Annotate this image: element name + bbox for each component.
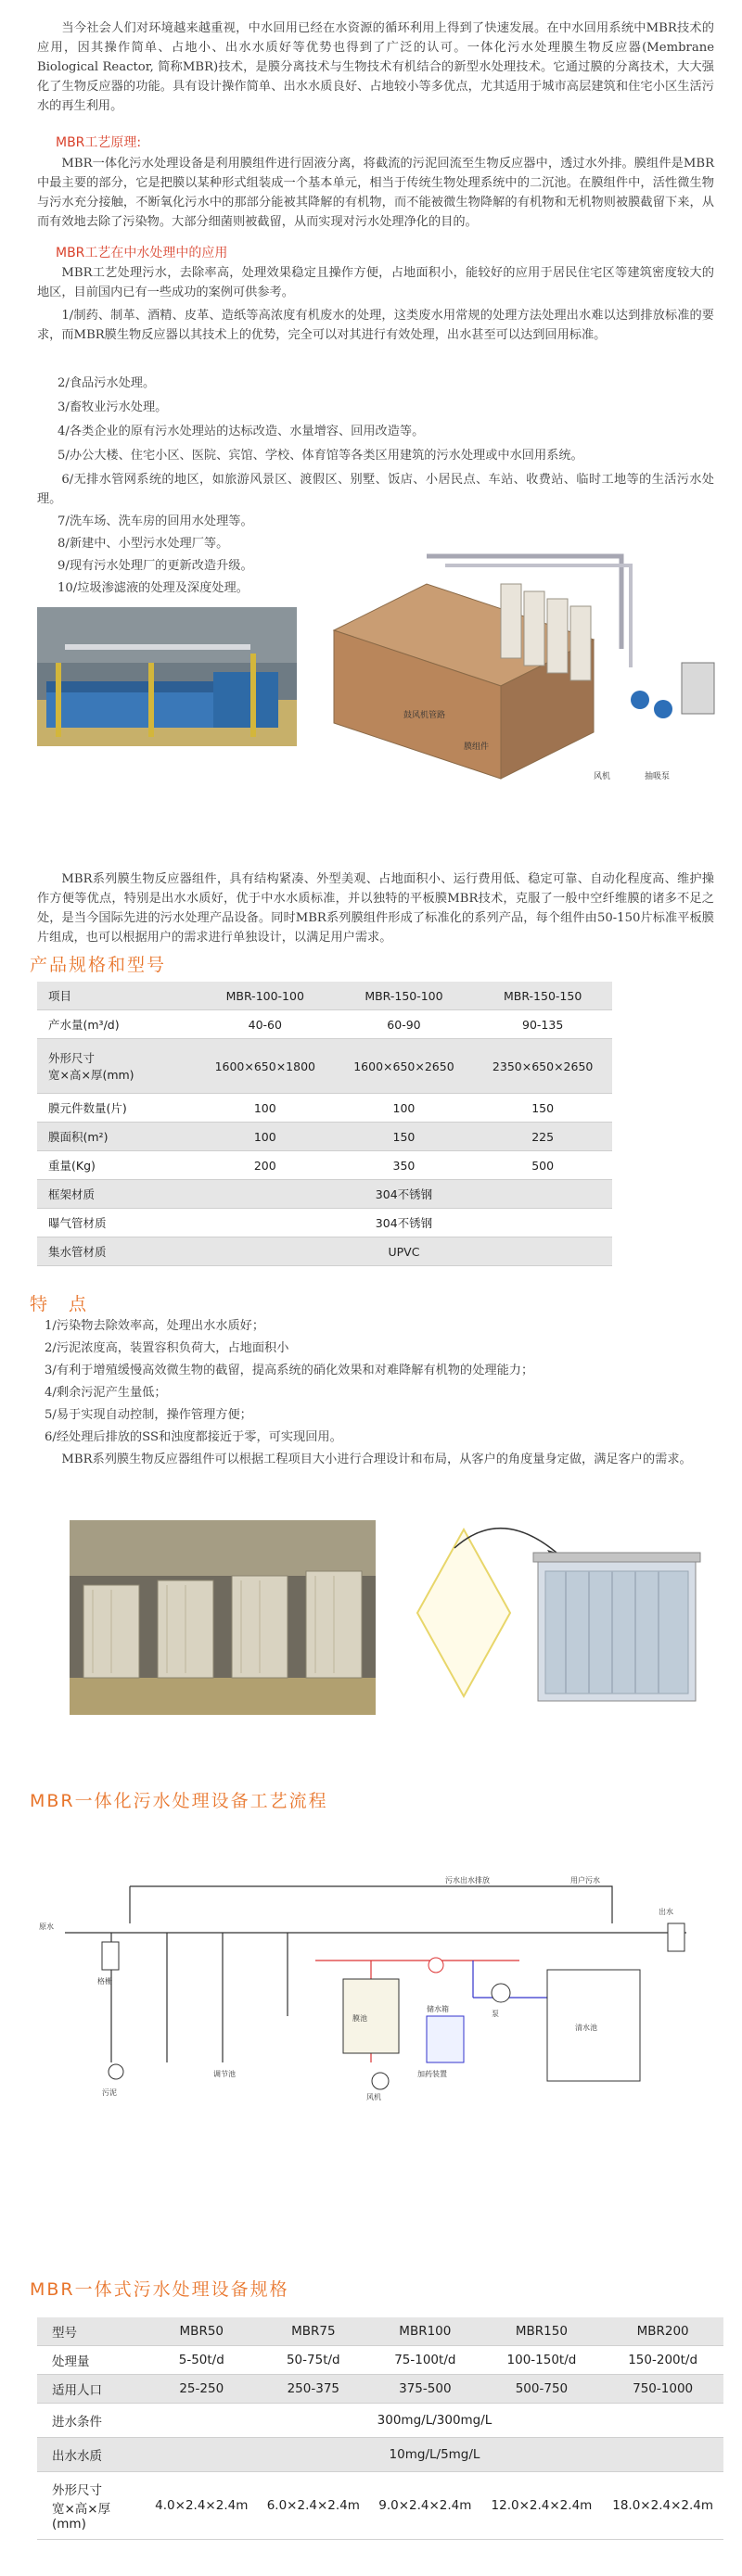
applications-heading: MBR工艺在中水处理中的应用 — [56, 246, 228, 260]
spec2-cell: 150-200t/d — [602, 2346, 723, 2375]
spec2-cell: 型号 — [37, 2317, 146, 2346]
spec2-cell: 6.0×2.4×2.4m — [258, 2472, 370, 2540]
mbr-3d-diagram — [315, 501, 723, 797]
flow-label-dosing: 加药装置 — [417, 2070, 447, 2078]
flow-label-fan: 风机 — [366, 2093, 381, 2101]
spec2-cell: 12.0×2.4×2.4m — [481, 2472, 603, 2540]
spec-header-cell: 项目 — [37, 982, 196, 1010]
flow-label-membrane-tank: 膜池 — [352, 2014, 367, 2023]
spec-cell: 350 — [335, 1151, 474, 1180]
spec2-cell: 9.0×2.4×2.4m — [369, 2472, 481, 2540]
spec2-cell: MBR50 — [146, 2317, 258, 2346]
feature-item: 4/剩余污泥产生量低； — [45, 1386, 167, 1400]
spec-cell: 500 — [473, 1151, 612, 1180]
spec-cell: 90-135 — [473, 1010, 612, 1039]
spec-cell: 产水量(m³/d) — [37, 1010, 196, 1039]
app-list-item: 10/垃圾渗滤液的处理及深度处理。 — [58, 581, 249, 595]
diagram-label-blower-pipe: 鼓风机管路 — [403, 711, 446, 720]
spec2-cell: 500-750 — [481, 2375, 603, 2404]
spec2-cell: 10mg/L/5mg/L — [146, 2438, 723, 2472]
spec-header-cell: MBR-150-100 — [335, 982, 474, 1010]
spec-cell: 外形尺寸 宽×高×厚(mm) — [37, 1039, 196, 1094]
spec-cell: 40-60 — [196, 1010, 335, 1039]
spec2-cell: MBR100 — [369, 2317, 481, 2346]
app-list-item: 1/制药、制革、酒精、皮革、造纸等高浓度有机废水的处理，这类废水用常规的处理方法处理出水难以达到排放标准的要求，而MBR膜生物反应器以其技术上的优势，完全可以对其进行有效处理，出水甚至可以达到回用标准。 — [37, 309, 714, 342]
flow-label-pump: 泵 — [492, 2010, 499, 2018]
spec2-cell: 适用人口 — [37, 2375, 146, 2404]
spec2-cell: 100-150t/d — [481, 2346, 603, 2375]
spec-cell: 100 — [196, 1123, 335, 1151]
flow-title: MBR一体化污水处理设备工艺流程 — [30, 1791, 328, 1811]
diagram-label-membrane: 膜组件 — [464, 742, 490, 752]
spec-cell: 曝气管材质 — [37, 1209, 196, 1237]
app-list-item: 7/洗车场、洗车房的回用水处理等。 — [58, 514, 253, 528]
flow-label-adjust: 调节池 — [213, 2070, 236, 2078]
spec-cell: 2350×650×2650 — [473, 1039, 612, 1094]
app-list-item: 5/办公大楼、住宅小区、医院、宾馆、学校、体育馆等各类区用建筑的污水处理或中水回用系统。 — [58, 449, 583, 463]
spec-header-cell: MBR-100-100 — [196, 982, 335, 1010]
spec2-cell: 4.0×2.4×2.4m — [146, 2472, 258, 2540]
diagram-label-blower: 风机 — [594, 772, 611, 781]
spec2-cell: 5-50t/d — [146, 2346, 258, 2375]
series-paragraph: MBR系列膜生物反应器组件，具有结构紧凑、外型美观、占地面积小、运行费用低、稳定可靠、自动化程度高、维护操作方便等优点，特别是出水水质好，优于中水水质标准，并以独特的平板膜MBR技术，克服了一般中空纤维膜的诸多不足之处，是当今国际先进的污水处理产品设备。同时MBR系列膜组件形成了标准化的系列产品，每个组件由50-150片标准平板膜片组成，也可以根据用户的需求进行单独设计，以满足用户需求。 — [37, 872, 714, 945]
spec-cell: UPVC — [196, 1237, 612, 1266]
spec2-cell: 375-500 — [369, 2375, 481, 2404]
spec2-cell: 进水条件 — [37, 2404, 146, 2438]
spec-cell: 60-90 — [335, 1010, 474, 1039]
app-list-item: 9/现有污水处理厂的更新改造升级。 — [58, 559, 253, 573]
spec2-cell: MBR200 — [602, 2317, 723, 2346]
spec-cell: 150 — [335, 1123, 474, 1151]
equipment-photo — [37, 607, 297, 746]
features-title: 特 点 — [30, 1294, 89, 1314]
process-flow-diagram — [37, 1831, 723, 2109]
spec-cell: 膜元件数量(片) — [37, 1094, 196, 1123]
applications-paragraph: MBR工艺处理污水，去除率高，处理效果稳定且操作方便，占地面积小，能较好的应用于居民住宅区等建筑密度较大的地区，目前国内已有一些成功的案例可供参考。 — [37, 266, 714, 299]
spec-table — [37, 982, 612, 1266]
app-list-item: 3/畜牧业污水处理。 — [58, 400, 168, 414]
flow-label-inlet: 原水 — [39, 1922, 54, 1931]
spec-cell: 膜面积(m²) — [37, 1123, 196, 1151]
spec-cell: 304不锈钢 — [196, 1209, 612, 1237]
spec-title: 产品规格和型号 — [30, 955, 167, 975]
feature-item: 3/有利于增殖缓慢高效微生物的截留，提高系统的硝化效果和对难降解有机物的处理能力； — [45, 1364, 534, 1377]
principle-heading: MBR工艺原理: — [56, 135, 142, 150]
spec2-cell: 18.0×2.4×2.4m — [602, 2472, 723, 2540]
spec-cell: 100 — [335, 1094, 474, 1123]
feature-item: 6/经处理后排放的SS和浊度都接近于零，可实现回用。 — [45, 1430, 342, 1444]
feature-item: 2/污泥浓度高，装置容积负荷大，占地面积小 — [45, 1341, 289, 1355]
spec2-cell: 处理量 — [37, 2346, 146, 2375]
flow-label-clean-water: 清水池 — [575, 2024, 597, 2032]
spec-cell: 重量(Kg) — [37, 1151, 196, 1180]
spec-cell: 100 — [196, 1094, 335, 1123]
spec-cell: 225 — [473, 1123, 612, 1151]
app-list-item: 4/各类企业的原有污水处理站的达标改造、水量增容、回用改造等。 — [58, 425, 425, 438]
spec-header-cell: MBR-150-150 — [473, 982, 612, 1010]
spec-cell: 150 — [473, 1094, 612, 1123]
app-list-item: 8/新建中、小型污水处理厂等。 — [58, 537, 229, 551]
feature-item: 5/易于实现自动控制，操作管理方便； — [45, 1408, 252, 1422]
feature-item: 1/污染物去除效率高，处理出水水质好； — [45, 1319, 265, 1333]
flow-label-out: 出水 — [659, 1908, 673, 1916]
principle-paragraph: MBR一体化污水处理设备是利用膜组件进行固液分离，将截流的污泥回流至生物反应器中，透过水外排。膜组件是MBR中最主要的部分，它是把膜以某种形式组装成一个基本单元，相当于传统生物处理系统中的二沉池。在膜组件中，活性微生物与污水充分接触，不断氧化污水中的那部分能被其降解的有机物，而不能被微生物降解的有机物和无机物则被膜截留下来，从而有效地去除了污染物。大部分细菌则被截留，从而实现对污水处理净化的目的。 — [37, 157, 714, 229]
spec2-cell: 300mg/L/300mg/L — [146, 2404, 723, 2438]
membrane-unit-illustration — [399, 1511, 723, 1724]
spec-cell: 200 — [196, 1151, 335, 1180]
flow-label-waste: 污水出水排放 — [445, 1876, 490, 1884]
spec2-cell: MBR75 — [258, 2317, 370, 2346]
spec2-cell: 50-75t/d — [258, 2346, 370, 2375]
spec-cell: 1600×650×1800 — [196, 1039, 335, 1094]
spec2-cell: 75-100t/d — [369, 2346, 481, 2375]
flow-label-sludge: 污泥 — [102, 2088, 117, 2097]
spec2-cell: MBR150 — [481, 2317, 603, 2346]
spec2-cell: 出水水质 — [37, 2438, 146, 2472]
flow-label-grid: 格栅 — [97, 1977, 112, 1986]
intro-paragraph: 当今社会人们对环境越来越重视，中水回用已经在水资源的循环利用上得到了快速发展。在中水回用系统中MBR技术的应用，因其操作简单、占地小、出水水质好等优势也得到了广泛的认可。一体化污水处理膜生物反应器(Membrane Biological Reactor, 简称MBR)技术，是膜分离技术与生物技术有机结合的新型水处理技术。它通过膜的分离技术，大大强化了生物反应器的功能。具有设计操作简单、出水水质良好、占地较小等多优点，尤其适用于城市高层建筑和住宅小区生活污水的再生利用。 — [37, 21, 714, 113]
spec2-title: MBR一体式污水处理设备规格 — [30, 2279, 289, 2300]
app-list-item: 6/无排水管网系统的地区，如旅游风景区、渡假区、别墅、饭店、小居民点、车站、收费站、临时工地等的生活污水处理。 — [37, 473, 714, 506]
features-note: MBR系列膜生物反应器组件可以根据工程项目大小进行合理设计和布局，从客户的角度量身定做，满足客户的需求。 — [61, 1453, 692, 1466]
spec-cell: 框架材质 — [37, 1180, 196, 1209]
app-list-item: 2/食品污水处理。 — [58, 376, 156, 390]
spec2-cell: 外形尺寸 宽×高×厚 (mm) — [37, 2472, 146, 2540]
spec2-cell: 750-1000 — [602, 2375, 723, 2404]
spec-cell: 集水管材质 — [37, 1237, 196, 1266]
spec-cell: 304不锈钢 — [196, 1180, 612, 1209]
spec2-cell: 25-250 — [146, 2375, 258, 2404]
spec-cell: 1600×650×2650 — [335, 1039, 474, 1094]
flow-label-tank: 储水箱 — [427, 2005, 449, 2013]
spec2-cell: 250-375 — [258, 2375, 370, 2404]
flow-label-user: 用户污水 — [570, 1876, 600, 1884]
membrane-modules-photo — [70, 1520, 376, 1715]
spec2-table — [37, 2317, 723, 2540]
diagram-label-pump: 抽吸泵 — [645, 772, 671, 781]
